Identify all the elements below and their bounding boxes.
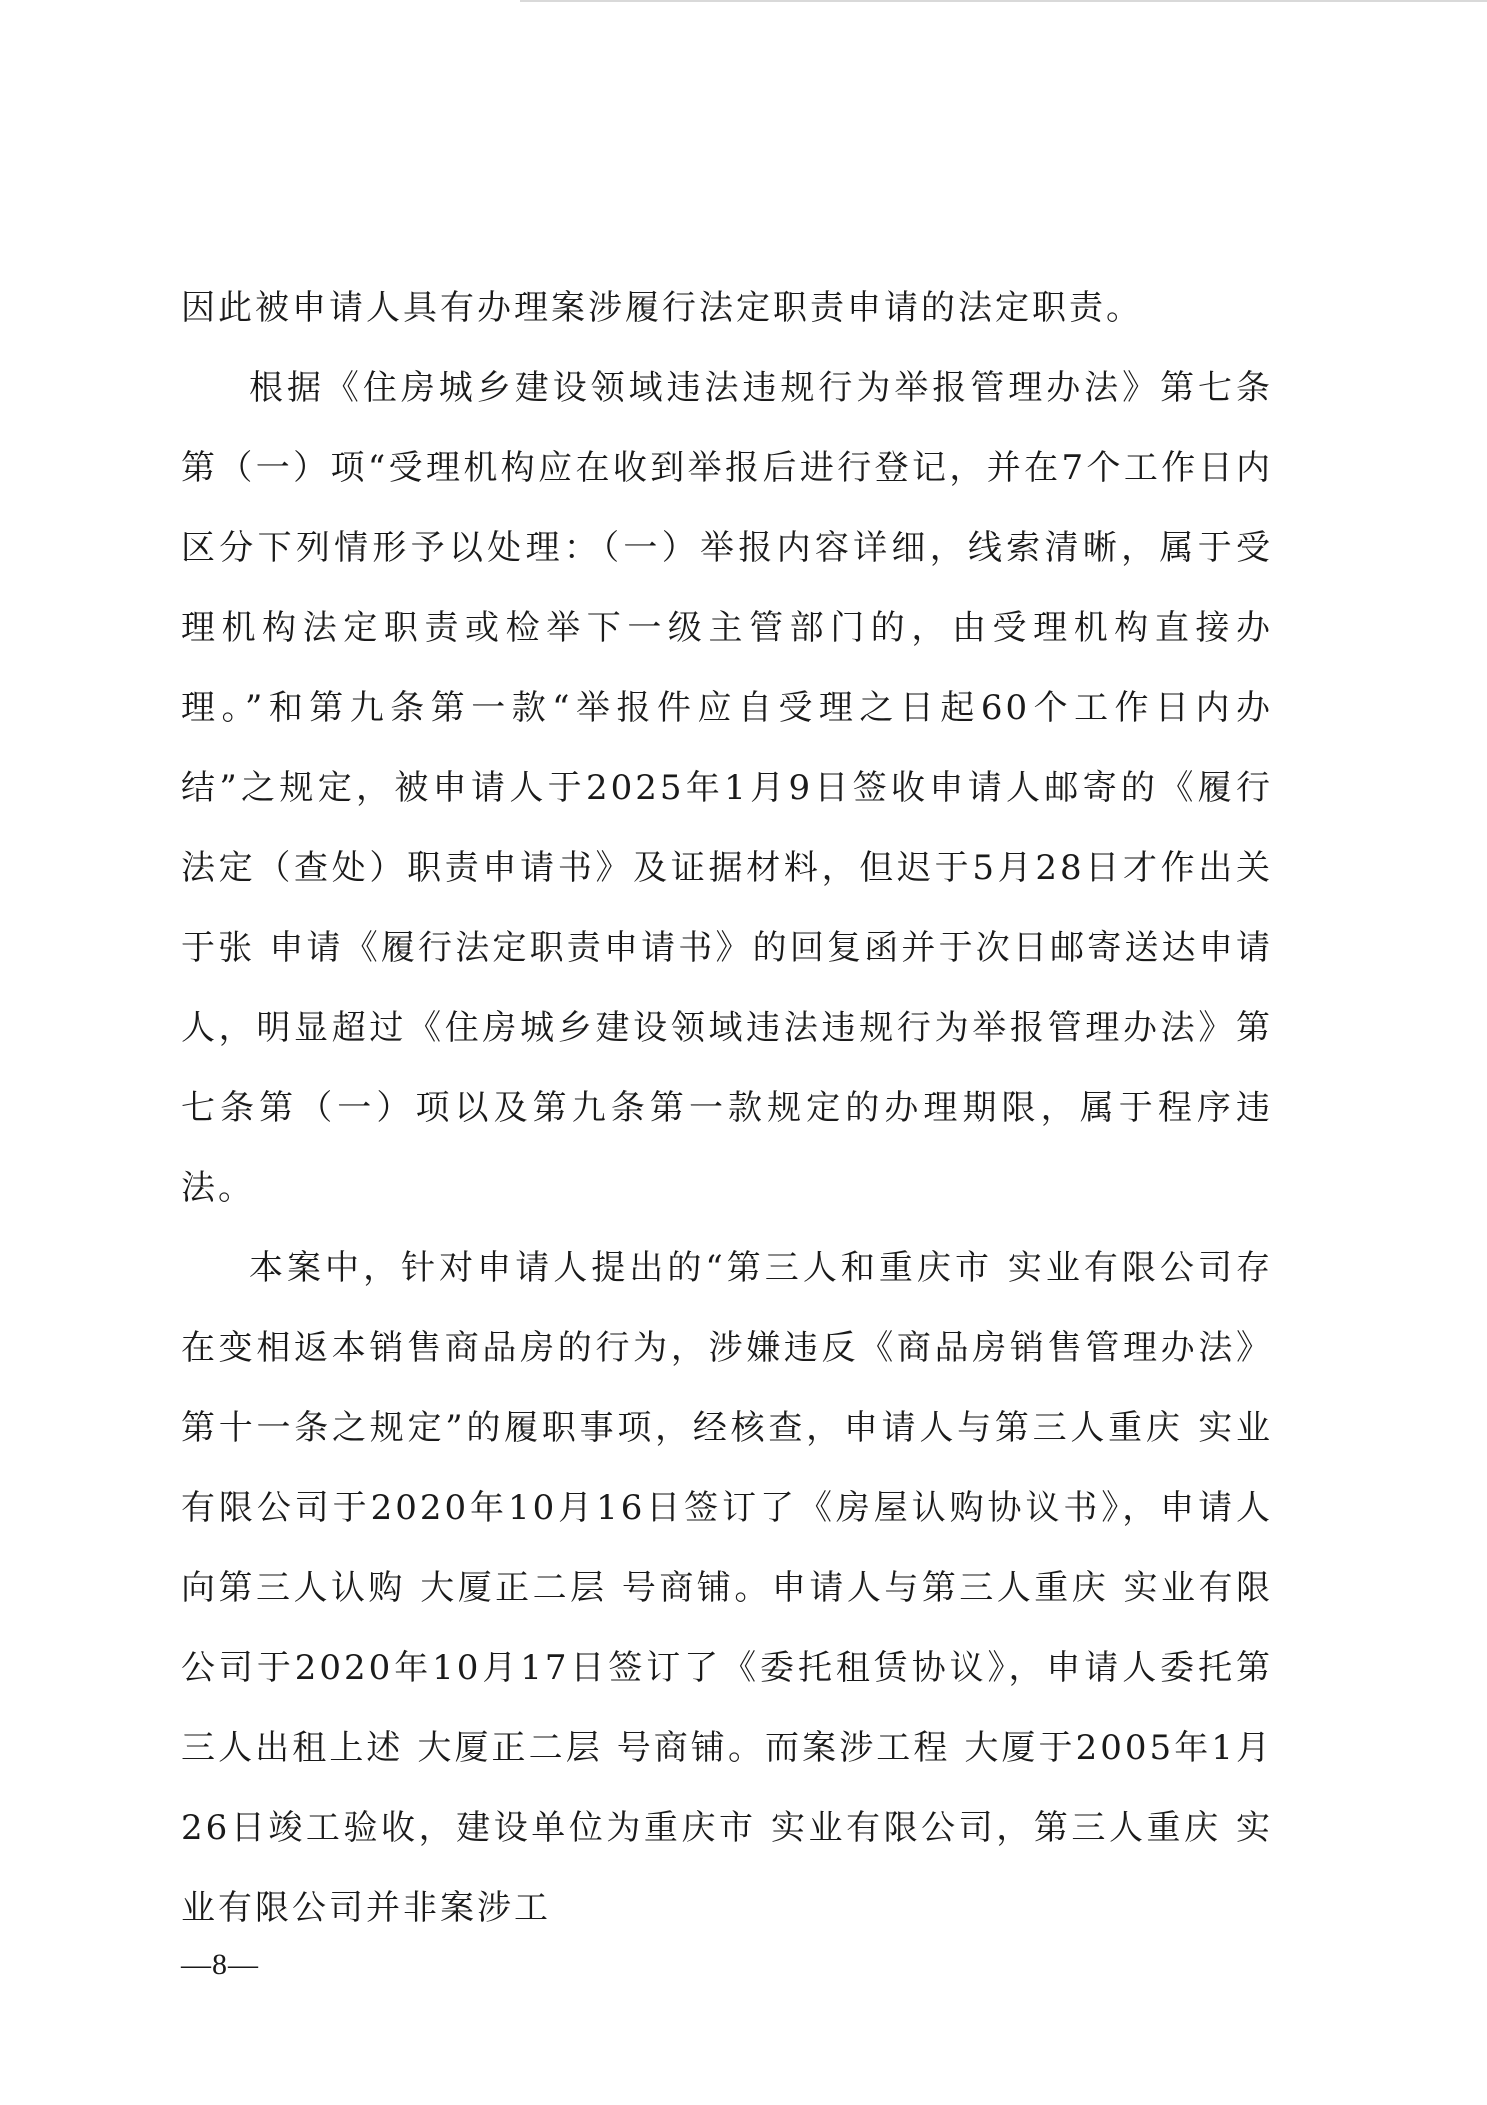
scan-edge-line bbox=[520, 0, 1487, 2]
paragraph-case-facts: 本案中，针对申请人提出的“第三人和重庆市 实业有限公司存在变相返本销售商品房的行为，涉嫌违反《商品房销售管理办法》第十一条之规定”的履职事项，经核查，申请人与第三人重庆 实业有限公司于2020年10月16日签订了《房屋认购协议书》，申请人向第三人认购 大厦正二层 号商铺。申请人与第三人重庆 实业有限公司于2020年10月17日签订了《委托租赁协议》，申请人委托第三人出租上述 大厦正二层 号商铺。而案涉工程 大厦于2005年1月26日竣工验收，建设单位为重庆市 实业有限公司，第三人重庆 实业有限公司并非案涉工 bbox=[181, 1248, 1273, 1928]
page-number: —8— bbox=[181, 1948, 259, 1981]
paragraph-continuation: 因此被申请人具有办理案涉履行法定职责申请的法定职责。 bbox=[181, 288, 1143, 328]
document-body bbox=[181, 268, 1273, 1948]
paragraph-legal-basis: 根据《住房城乡建设领域违法违规行为举报管理办法》第七条第（一）项“受理机构应在收到举报后进行登记，并在7个工作日内区分下列情形予以处理：（一）举报内容详细，线索清晰，属于受理机构法定职责或检举下一级主管部门的，由受理机构直接办理。”和第九条第一款“举报件应自受理之日起60个工作日内办结”之规定，被申请人于2025年1月9日签收申请人邮寄的《履行法定（查处）职责申请书》及证据材料，但迟于5月28日才作出关于张 申请《履行法定职责申请书》的回复函并于次日邮寄送达申请人，明显超过《住房城乡建设领域违法违规行为举报管理办法》第七条第（一）项以及第九条第一款规定的办理期限，属于程序违法。 bbox=[181, 368, 1273, 1208]
